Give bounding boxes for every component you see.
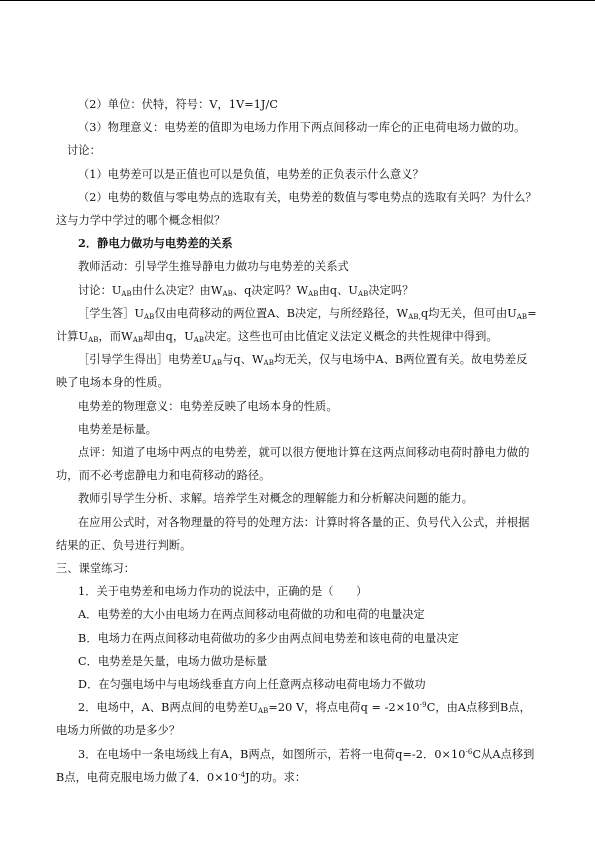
option-b: B．电场力在两点间移动电荷做功的多少由两点间电势差和该电荷的电量决定	[78, 631, 459, 645]
scalar-statement: 电势差是标量。	[78, 422, 158, 436]
discussion-heading: 讨论：	[67, 144, 101, 158]
discussion-question-1: （1）电势差可以是正值也可以是负值，电势差的正负表示什么意义？	[78, 167, 424, 181]
student-derivation: ［引导学生得出］电势差$U_{AB}$与q、$W_{AB}$均无关，仅与电场中A、B两位置有关。故电势差反映了电场本身的性质。	[56, 353, 528, 390]
section-heading-classroom-exercise: 三、课堂练习：	[56, 562, 136, 576]
exercise-question-1: 1．关于电势差和电场力作功的说法中，正确的是（ ）	[78, 585, 368, 599]
physical-meaning-definition: （3）物理意义：电势差的值即为电场力作用下两点间移动一库仑的正电荷电场力做的功。	[78, 121, 526, 135]
option-d: D．在匀强电场中与电场线垂直方向上任意两点移动电荷电场力不做功	[78, 678, 426, 692]
document-body	[56, 93, 538, 789]
formula-usage-paragraph: 在应用公式时，对各物理量的符号的处理方法：计算时将各量的正、负号代入公式，并根据结果的正、负号进行判断。	[56, 515, 530, 552]
discussion-question-3: 讨论：$U_{AB}$由什么决定？由$W_{AB}$、q决定吗？$W_{AB}$由q、$U_{AB}$决定吗？	[78, 283, 414, 298]
subheading-work-and-potential-difference: 2．静电力做功与电势差的关系	[78, 236, 233, 251]
discussion-question-2: （2）电势的数值与零电势点的选取有关，电势差的数值与零电势点的选取有关吗？为什么？这与力学中学过的哪个概念相似？	[56, 190, 537, 228]
exercise-question-3: 3．在电场中一条电场线上有A，B两点，如图所示，若将一电荷q=-2．$0\times 10^{-6}C$从A点移到B点，电荷克服电场力做了4．$0\times 10^{-4}J$的功。求：	[56, 747, 535, 784]
option-a: A．电势差的大小由电场力在两点间移动电荷做的功和电荷的电量决定	[78, 608, 425, 622]
physical-meaning-statement: 电势差的物理意义：电势差反映了电场本身的性质。	[78, 399, 338, 413]
comment-paragraph: 点评：知道了电场中两点的电势差，就可以很方便地计算在这两点间移动电荷时静电力做的功，而不必考虑静电力和电荷移动的路径。	[56, 446, 530, 483]
page-top-rule	[0, 0, 595, 1]
student-answer: ［学生答$]U_{AB}$仅由电荷移动的两位置A、B决定，与所经路径，$W_{AB,}q$均无关，但可由$U_{AB}=$ 计算$U_{AB}$，而$W_{AB}$却由q，$U_{AB}$决定。这些也可由比值定义法定义概念的共性规律中得到。	[56, 306, 537, 345]
teacher-activity: 教师活动：引导学生推导静电力做功与电势差的关系式	[78, 260, 349, 274]
teacher-guide-paragraph: 教师引导学生分析、求解。培养学生对概念的理解能力和分析解决问题的能力。	[78, 492, 474, 506]
option-c: C．电势差是矢量，电场力做功是标量	[78, 654, 268, 668]
unit-line: （2）单位：伏特，符号：V，1V=1J/C	[78, 98, 279, 111]
exercise-question-2: 2．电场中，A、B两点间的电势差$U_{AB}=20$ V，将点电荷$q = -2\times 10^{-9}C$，由A点移到B点，电场力所做的功是多少？	[56, 701, 531, 738]
